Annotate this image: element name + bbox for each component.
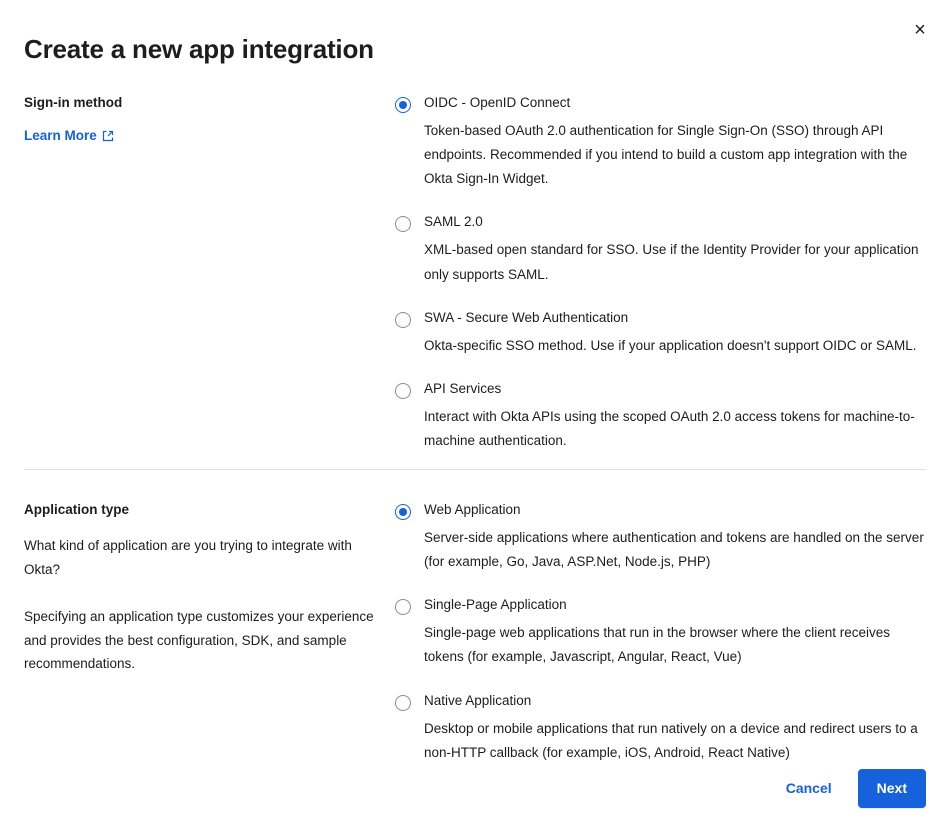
option-saml-2-0[interactable] — [395, 213, 926, 286]
application-type-helper-2: Specifying an application type customizes your experience and provides the best configuration, SDK, and sample recommendations. — [24, 609, 374, 672]
radio-native-application[interactable] — [395, 695, 411, 711]
option-title: Web Application — [424, 502, 521, 517]
option-description: Interact with Okta APIs using the scoped OAuth 2.0 access tokens for machine-to-machine authentication. — [424, 408, 915, 448]
radio-oidc[interactable] — [395, 97, 411, 113]
radio-web-application[interactable] — [395, 504, 411, 520]
option-description: Server-side applications where authentication and tokens are handled on the server (for example, Go, Java, ASP.Net, Node.js, PHP) — [424, 530, 924, 570]
learn-more-label: Learn More — [24, 127, 97, 143]
option-title: API Services — [424, 380, 502, 396]
sign-in-method-label: Sign-in method — [24, 95, 123, 110]
radio-api-services[interactable] — [395, 383, 411, 399]
option-description: Token-based OAuth 2.0 authentication for Single Sign-On (SSO) through API endpoints. Recommended if you intend to build a custom app integration with the Okta Sign-In Widget. — [424, 123, 908, 187]
learn-more-link[interactable] — [24, 128, 114, 143]
option-single-page-application[interactable] — [395, 596, 926, 669]
option-oidc-openid-connect[interactable] — [395, 94, 926, 191]
radio-saml[interactable] — [395, 216, 411, 232]
external-link-icon — [102, 130, 114, 142]
radio-swa[interactable] — [395, 312, 411, 328]
dialog-footer — [768, 769, 926, 808]
next-button[interactable]: Next — [858, 769, 926, 808]
sign-in-method-left — [24, 94, 395, 453]
sign-in-method-options — [395, 94, 926, 453]
close-icon[interactable]: × — [906, 16, 934, 44]
page-title: Create a new app integration — [24, 34, 374, 64]
application-type-options — [395, 501, 926, 765]
cancel-button[interactable]: Cancel — [768, 770, 850, 807]
option-title: SWA - Secure Web Authentication — [424, 309, 629, 325]
application-type-section — [24, 501, 926, 765]
application-type-helper-1: What kind of application are you trying to integrate with Okta? — [24, 537, 352, 577]
option-description: XML-based open standard for SSO. Use if the Identity Provider for your application only supports SAML. — [424, 242, 919, 282]
option-web-application[interactable] — [395, 501, 926, 574]
application-type-left — [24, 501, 395, 765]
section-divider — [24, 469, 926, 470]
application-type-label: Application type — [24, 502, 130, 517]
option-title: Single-Page Application — [424, 597, 567, 613]
option-title: Native Application — [424, 692, 532, 708]
sign-in-method-section — [24, 94, 926, 453]
option-native-application[interactable] — [395, 692, 926, 765]
radio-single-page-application[interactable] — [395, 599, 411, 615]
option-title: SAML 2.0 — [424, 214, 483, 230]
option-description: Single-page web applications that run in the browser where the client receives tokens (for example, Javascript, Angular, React, Vue) — [424, 625, 891, 665]
option-description: Desktop or mobile applications that run natively on a device and redirect users to a non-HTTP callback (for example, iOS, Android, React Native) — [424, 720, 918, 760]
option-swa-secure-web-authentication[interactable] — [395, 309, 926, 358]
option-title: OIDC - OpenID Connect — [424, 95, 571, 110]
option-api-services[interactable] — [395, 380, 926, 453]
option-description: Okta-specific SSO method. Use if your application doesn't support OIDC or SAML. — [424, 337, 917, 353]
